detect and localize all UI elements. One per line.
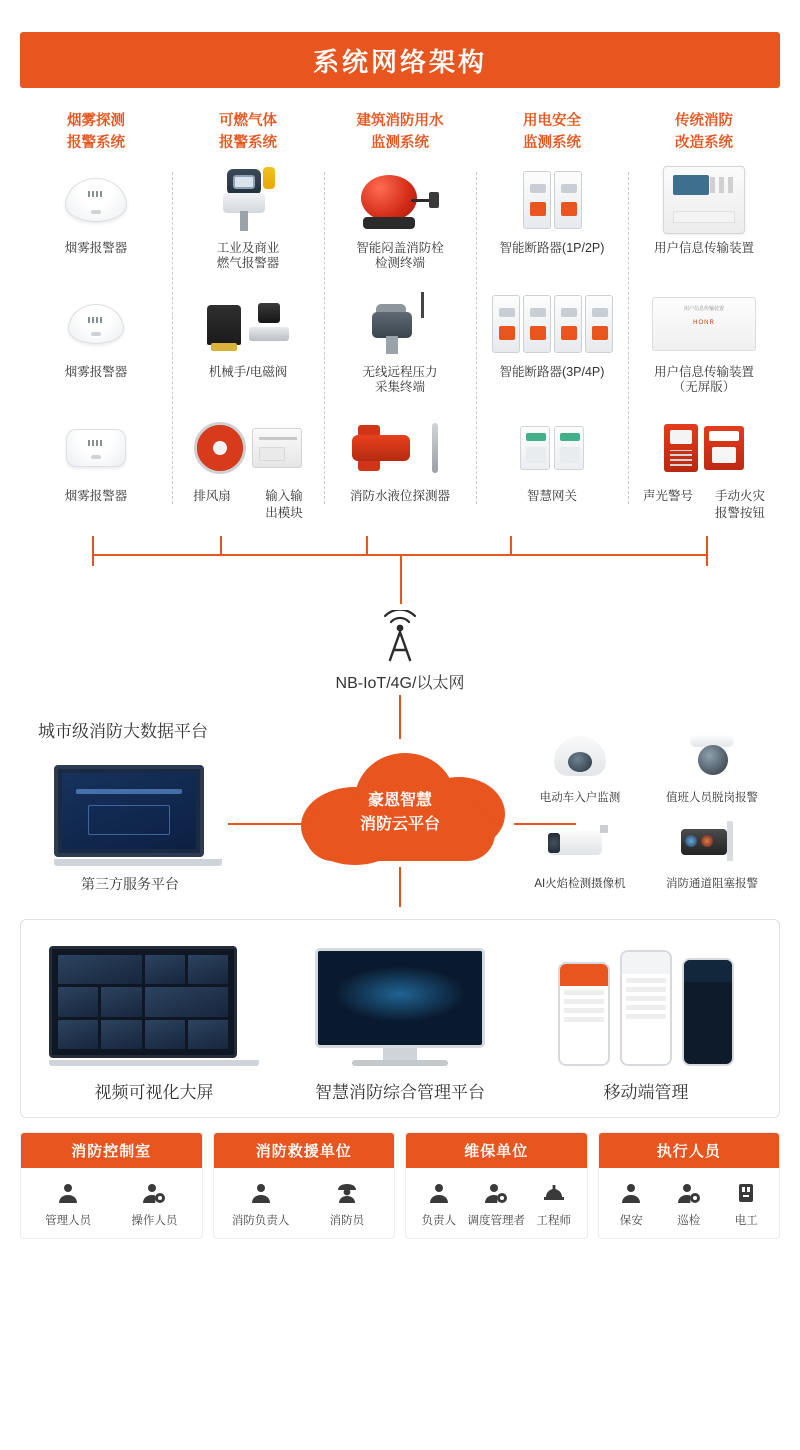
- user-info-transmission-noscreen-icon: 用户信息传输装置 HONR: [652, 284, 756, 364]
- sounder-manual-call-point-icon: [664, 408, 744, 488]
- device-cell: [480, 160, 624, 284]
- column-title-line2: 改造系统: [675, 135, 733, 151]
- device-label: 消防水液位探测器: [349, 489, 450, 503]
- network-label: NB-IoT/4G/以太网: [335, 675, 465, 692]
- device-label: 烟雾报警器: [64, 241, 128, 255]
- big-data-platform-title: 城市级消防大数据平台: [38, 722, 208, 741]
- device-cell: [176, 160, 320, 284]
- device-label-line2: 检测终端: [374, 256, 425, 270]
- cloud-label-line1: 豪恩智慧: [367, 792, 432, 809]
- device-item: [654, 725, 770, 805]
- column-smoke-alarm-system: [20, 110, 172, 532]
- role-member-label: 保安: [619, 1215, 643, 1227]
- column-title-line1: 可燃气体: [219, 113, 277, 129]
- column-water-monitoring-system: [324, 110, 476, 532]
- electrician-icon: [733, 1180, 759, 1206]
- third-party-platform-label: 第三方服务平台: [81, 876, 179, 892]
- device-item: [522, 811, 638, 891]
- column-title-line1: 用电安全: [523, 113, 581, 129]
- column-title-line1: 传统消防: [675, 113, 733, 129]
- application-item: [34, 938, 274, 1103]
- device-label: AI火焰检测摄像机: [534, 878, 626, 890]
- device-cell: [328, 408, 472, 532]
- device-item: [654, 811, 770, 891]
- desktop-platform-icon: [280, 938, 520, 1066]
- person-gear-icon: [483, 1180, 509, 1206]
- bus-connector: [40, 536, 760, 610]
- device-label: 机械手/电磁阀: [208, 365, 288, 379]
- sounder-icon: [664, 424, 698, 472]
- person-icon: [55, 1180, 81, 1206]
- role-card-fire-rescue-unit: [213, 1132, 396, 1239]
- ptz-camera-icon: [654, 725, 770, 787]
- device-label: 智能断路器(3P/4P): [499, 365, 605, 379]
- breaker-1p2p-icon: [523, 160, 582, 240]
- column-title-line2: 监测系统: [523, 135, 581, 151]
- application-label: 视频可视化大屏: [94, 1083, 214, 1102]
- role-member-label: 管理人员: [45, 1215, 92, 1227]
- role-member: [304, 1180, 390, 1228]
- exhaust-fan-icon: [194, 422, 246, 474]
- role-member-label: 消防负责人: [231, 1215, 290, 1227]
- role-member: [660, 1180, 718, 1228]
- column-title: [480, 110, 624, 160]
- device-label: 用户信息传输装置: [653, 365, 754, 379]
- device-label: 电动车入户监测: [539, 792, 621, 804]
- device-label-line2: （无屏版）: [672, 380, 736, 394]
- water-level-detector-icon: [352, 408, 448, 488]
- person-icon: [426, 1180, 452, 1206]
- person-gear-icon: [676, 1180, 702, 1206]
- device-label: 无线远程压力: [362, 365, 438, 379]
- wireless-pressure-terminal-icon: [364, 284, 436, 364]
- column-title-line2: 报警系统: [67, 135, 125, 151]
- page-header: [20, 32, 780, 88]
- column-electrical-safety-system: [476, 110, 628, 532]
- device-cell: [176, 284, 320, 408]
- role-member-label: 操作人员: [131, 1215, 178, 1227]
- mobile-phones-icon: [526, 938, 766, 1066]
- exhaust-fan-io-module-icon: [194, 408, 302, 488]
- role-member-label: 巡检: [677, 1215, 701, 1227]
- thermal-camera-icon: [654, 811, 770, 873]
- hydrant-terminal-icon: [361, 160, 439, 240]
- dome-camera-icon: [522, 725, 638, 787]
- column-title: [328, 110, 472, 160]
- cloud-platform-icon: [295, 747, 505, 865]
- device-label: 值班人员脱岗报警: [666, 792, 758, 804]
- engineer-helmet-icon: [541, 1180, 567, 1206]
- io-module-icon: [252, 428, 302, 468]
- user-info-transmission-icon: [663, 160, 745, 240]
- applications-panel: [20, 919, 780, 1118]
- device-cell: [24, 408, 168, 532]
- role-member-label: 工程师: [536, 1215, 571, 1227]
- cloud-label-line2: 消防云平台: [359, 816, 440, 833]
- role-card-executors: [598, 1132, 781, 1239]
- device-label: 烟雾报警器: [64, 489, 128, 503]
- device-cell: [632, 160, 776, 284]
- device-cell: [328, 284, 472, 408]
- device-item: [522, 725, 638, 805]
- manual-call-point-icon: [704, 426, 744, 470]
- role-member-label: 负责人: [421, 1215, 456, 1227]
- device-label-right-line1: 手动火灾: [714, 489, 765, 503]
- page-title: 系统网络架构: [312, 46, 487, 77]
- role-member: [603, 1180, 661, 1228]
- person-icon: [618, 1180, 644, 1206]
- third-party-platform: [54, 765, 206, 894]
- cloud-right-devices: [522, 725, 770, 891]
- device-label-line2: 燃气报警器: [216, 256, 280, 270]
- person-gear-icon: [141, 1180, 167, 1206]
- role-member-label: 调度管理者: [467, 1215, 525, 1227]
- column-title-line2: 监测系统: [371, 135, 429, 151]
- role-member: [111, 1180, 197, 1228]
- person-icon: [248, 1180, 274, 1206]
- role-member: [468, 1180, 526, 1228]
- device-label: 烟雾报警器: [64, 365, 128, 379]
- device-label-right-line2: 报警按钮: [714, 506, 765, 520]
- column-title: [176, 110, 320, 160]
- cloud-platform-area: [20, 699, 780, 909]
- device-label-right-line1: 输入输: [265, 489, 303, 503]
- application-item: [526, 938, 766, 1103]
- device-label: 智能闷盖消防栓: [356, 241, 444, 255]
- device-label: 智能断路器(1P/2P): [499, 241, 605, 255]
- role-member: [218, 1180, 304, 1228]
- video-wall-icon: [34, 938, 274, 1066]
- device-cell: [480, 408, 624, 532]
- column-title-line2: 报警系统: [219, 135, 277, 151]
- device-cell: [176, 408, 320, 532]
- device-label-left: 声光警号: [642, 489, 693, 503]
- device-label-right-line2: 出模块: [265, 506, 303, 520]
- column-traditional-fire-retrofit-system: [628, 110, 780, 532]
- bullet-camera-icon: [522, 811, 638, 873]
- role-member: [525, 1180, 583, 1228]
- column-title: [632, 110, 776, 160]
- column-title-line1: 烟雾探测: [67, 113, 125, 129]
- device-columns: [20, 110, 780, 532]
- firefighter-icon: [334, 1180, 360, 1206]
- column-gas-alarm-system: [172, 110, 324, 532]
- role-title: 消防救援单位: [214, 1133, 395, 1168]
- signal-tower-icon: [370, 610, 430, 666]
- laptop-icon: [54, 765, 204, 857]
- role-title: 消防控制室: [21, 1133, 202, 1168]
- application-label: 智慧消防综合管理平台: [315, 1083, 485, 1102]
- smoke-detector-icon: [68, 284, 124, 364]
- role-member: [410, 1180, 468, 1228]
- role-member: [25, 1180, 111, 1228]
- device-cell: [632, 284, 776, 408]
- device-cell: [632, 408, 776, 532]
- device-label: 消防通道阻塞报警: [666, 878, 758, 890]
- device-label: 工业及商业: [216, 241, 280, 255]
- device-label-left: 排风扇: [193, 489, 231, 503]
- device-label-line2: 采集终端: [374, 380, 425, 394]
- smoke-detector-icon: [66, 408, 126, 488]
- roles-row: [20, 1132, 780, 1257]
- role-member: [718, 1180, 776, 1228]
- role-title: 维保单位: [406, 1133, 587, 1168]
- role-title: 执行人员: [599, 1133, 780, 1168]
- device-label: 智慧网关: [526, 489, 577, 503]
- application-item: [280, 938, 520, 1103]
- device-cell: [24, 284, 168, 408]
- role-card-fire-control-room: [20, 1132, 203, 1239]
- role-card-maintenance-unit: [405, 1132, 588, 1239]
- breaker-3p4p-icon: [492, 284, 613, 364]
- device-label: 用户信息传输装置: [653, 241, 754, 255]
- device-cell: [328, 160, 472, 284]
- role-member-label: 电工: [734, 1215, 758, 1227]
- diagram-page: [0, 32, 800, 1450]
- application-label: 移动端管理: [603, 1083, 689, 1102]
- device-cell: [480, 284, 624, 408]
- manipulator-solenoid-valve-icon: [207, 284, 289, 364]
- smoke-detector-icon: [65, 160, 127, 240]
- role-member-label: 消防员: [329, 1215, 365, 1227]
- column-title-line1: 建筑消防用水: [356, 113, 444, 129]
- gas-detector-icon: [219, 160, 277, 240]
- smart-gateway-icon: [520, 408, 584, 488]
- column-title: [24, 110, 168, 160]
- device-cell: [24, 160, 168, 284]
